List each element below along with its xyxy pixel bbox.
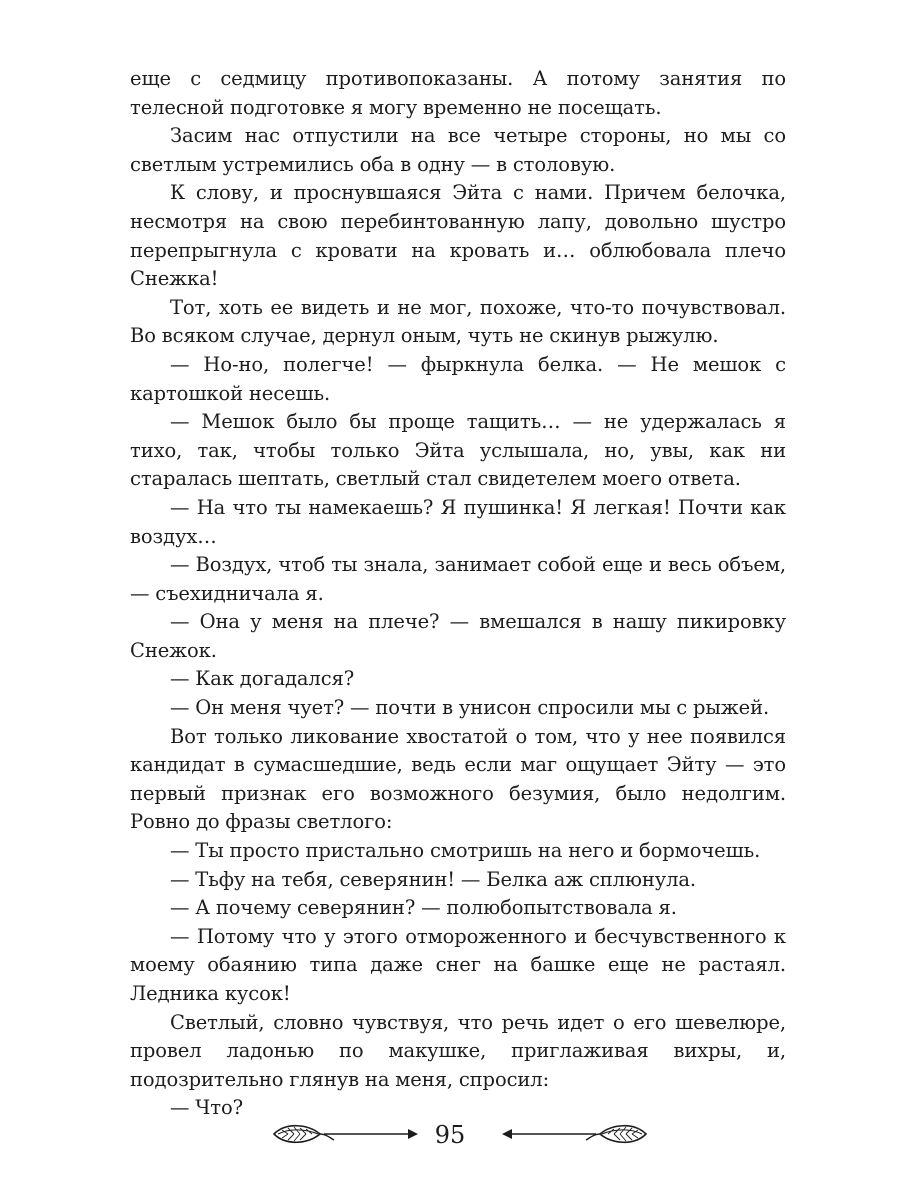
feather-arrow-icon: [492, 1118, 652, 1152]
paragraph: — Мешок было бы проще тащить… — не удержалась я тихо, так, чтобы только Эйта услышала, но, увы, как ни старалась шептать, светлый стал свидетелем моего ответа.: [130, 410, 786, 491]
paragraph: — Что?: [170, 1096, 243, 1120]
paragraph: — Ты просто пристально смотришь на него и бормочешь.: [170, 839, 761, 863]
paragraph: Тот, хоть ее видеть и не мог, похоже, что-то почувствовал. Во всяком случае, дернул оным, чуть не скинув рыжулю.: [130, 295, 786, 348]
text-block: [130, 65, 786, 1123]
page-footer: [0, 1118, 900, 1158]
paragraph: Вот только ликование хвостатой о том, что у нее появился кандидат в сумасшедшие, ведь если маг ощущает Эйту — это первый признак его возможного безумия, было недолгим. Ровно до фразы светлого:: [130, 724, 786, 834]
paragraph: — Тьфу на тебя, северянин! — Белка аж сплюнула.: [170, 867, 697, 891]
feather-arrow-icon: [268, 1118, 428, 1152]
paragraph: Засим нас отпустили на все четыре стороны, но мы со светлым устремились оба в одну — в столовую.: [130, 124, 786, 176]
paragraph: — Он меня чует? — почти в унисон спросили мы с рыжей.: [170, 696, 770, 720]
paragraph: — Воздух, чтоб ты знала, занимает собой еще и весь объем, — съехидничала я.: [130, 553, 786, 605]
paragraph: — Но-но, полегче! — фыркнула белка. — Не мешок с картошкой несешь.: [130, 352, 786, 405]
paragraph: — Потому что у этого отмороженного и бесчувственного к моему обаянию типа даже снег на башке еще не растаял. Ледника кусок!: [130, 924, 786, 1005]
page-number: 95: [434, 1121, 466, 1149]
paragraph: — А почему северянин? — полюбопытствовала я.: [170, 896, 677, 920]
paragraph: К слову, и проснувшаяся Эйта с нами. Причем белочка, несмотря на свою перебинтованную лапу, довольно шустро перепрыгнула с кровати на кровать и… облюбовала плечо Снежка!: [130, 181, 786, 291]
paragraph: — Она у меня на плече? — вмешался в нашу пикировку Снежок.: [130, 610, 786, 662]
paragraph: Светлый, словно чувствуя, что речь идет о его шевелюре, провел ладонью по макушке, приглаживая вихры, и, подозрительно глянув на меня, спросил:: [130, 1010, 786, 1091]
paragraph: — На что ты намекаешь? Я пушинка! Я легкая! Почти как воздух…: [130, 495, 786, 548]
paragraph: еще с седмицу противопоказаны. А потому занятия по телесной подготовке я могу временно не посещать.: [130, 67, 786, 119]
paragraph: — Как догадался?: [170, 667, 355, 691]
